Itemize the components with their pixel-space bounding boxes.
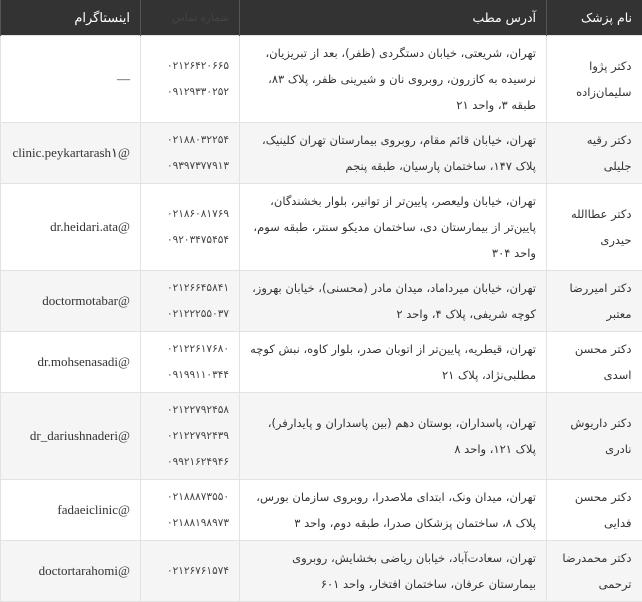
phone-numbers: [141, 332, 240, 393]
instagram-handle[interactable]: @clinic.peykartarash۱: [1, 123, 141, 184]
phone-number[interactable]: ۰۲۱۲۲۷۹۲۴۳۹: [151, 423, 229, 449]
clinic-address: تهران، خیابان قائم مقام، روبروی بیمارستان تهران کلینیک، پلاک ۱۴۷، ساختمان پارسیان، طبقه پنجم: [240, 123, 547, 184]
header-name: نام پزشک: [547, 0, 642, 36]
instagram-handle[interactable]: @dr.heidari.ata: [1, 184, 141, 271]
table-header: [1, 0, 642, 36]
clinic-address: تهران، شریعتی، خیابان دستگردی (ظفر)، بعد از تبریزیان، نرسیده به کازرون، روبروی نان و شیرینی ظفر، پلاک ۸۳، طبقه ۳، واحد ۲۱: [240, 36, 547, 123]
doctor-name: دکتر محسن اسدی: [547, 332, 642, 393]
phone-numbers: [141, 36, 240, 123]
phone-numbers: [141, 271, 240, 332]
phone-number[interactable]: ۰۲۱۲۲۷۹۲۴۵۸: [151, 397, 229, 423]
table-row: [1, 184, 642, 271]
phone-number[interactable]: ۰۲۱۲۶۷۶۱۵۷۴: [151, 558, 229, 584]
phone-number[interactable]: ۰۲۱۲۲۶۱۷۶۸۰: [151, 336, 229, 362]
header-instagram: اینستاگرام: [1, 0, 141, 36]
phone-number[interactable]: ۰۹۲۰۳۴۷۵۴۵۴: [151, 227, 229, 253]
doctor-name: دکتر امیررضا معتبر: [547, 271, 642, 332]
phone-numbers: [141, 123, 240, 184]
phone-number[interactable]: ۰۹۹۲۱۶۲۴۹۴۶: [151, 449, 229, 475]
phone-number[interactable]: ۰۲۱۲۶۶۴۵۸۴۱: [151, 275, 229, 301]
instagram-handle: —: [1, 36, 141, 123]
instagram-handle[interactable]: @dr_dariushnaderi: [1, 393, 141, 480]
phone-number[interactable]: ۰۲۱۸۶۰۸۱۷۶۹: [151, 201, 229, 227]
phone-number[interactable]: ۰۲۱۸۸۸۷۳۵۵۰: [151, 484, 229, 510]
clinic-address: تهران، پاسداران، بوستان دهم (بین پاسداران و پایدارفر)، پلاک ۱۲۱، واحد ۸: [240, 393, 547, 480]
doctor-name: دکتر داریوش نادری: [547, 393, 642, 480]
table-row: [1, 123, 642, 184]
doctor-name: دکتر محمدرضا ترحمی: [547, 541, 642, 602]
phone-number[interactable]: ۰۹۱۲۹۳۳۰۲۵۲: [151, 79, 229, 105]
instagram-handle[interactable]: @doctormotabar: [1, 271, 141, 332]
doctor-name: دکتر محسن فدایی: [547, 480, 642, 541]
clinic-address: تهران، قیطریه، پایین‌تر از اتوبان صدر، بلوار کاوه، نبش کوچه مطلبی‌نژاد، پلاک ۲۱: [240, 332, 547, 393]
instagram-handle[interactable]: @doctortarahomi: [1, 541, 141, 602]
instagram-handle[interactable]: @fadaeiclinic: [1, 480, 141, 541]
phone-number[interactable]: ۰۲۱۲۶۴۲۰۶۶۵: [151, 53, 229, 79]
doctor-name: دکتر رقیه جلیلی: [547, 123, 642, 184]
phone-number[interactable]: ۰۹۳۹۷۳۷۷۹۱۳: [151, 153, 229, 179]
phone-numbers: [141, 480, 240, 541]
instagram-handle[interactable]: @dr.mohsenasadi: [1, 332, 141, 393]
table-row: [1, 480, 642, 541]
table-row: [1, 541, 642, 602]
header-phone: شماره تماس: [141, 0, 240, 36]
phone-number[interactable]: ۰۹۱۹۹۱۱۰۳۴۴: [151, 362, 229, 388]
phone-number[interactable]: ۰۲۱۸۸۱۹۸۹۷۳: [151, 510, 229, 536]
phone-numbers: [141, 184, 240, 271]
table-row: [1, 36, 642, 123]
clinic-address: تهران، خیابان میرداماد، میدان مادر (محسنی)، خیابان بهروز، کوچه شریفی، پلاک ۴، واحد ۲: [240, 271, 547, 332]
phone-number[interactable]: ۰۲۱۲۲۲۵۵۰۳۷: [151, 301, 229, 327]
clinic-address: تهران، خیابان ولیعصر، پایین‌تر از توانیر، بلوار بخشندگان، پایین‌تر از بیمارستان دی، ساختمان مدیکو سنتر، طبقه سوم، واحد ۳۰۴: [240, 184, 547, 271]
table-row: [1, 271, 642, 332]
clinic-address: تهران، سعادت‌آباد، خیابان ریاضی بخشایش، روبروی بیمارستان عرفان، ساختمان افتخار، واحد ۶۰۱: [240, 541, 547, 602]
table-row: [1, 393, 642, 480]
phone-numbers: [141, 541, 240, 602]
header-address: آدرس مطب: [240, 0, 547, 36]
phone-number[interactable]: ۰۲۱۸۸۰۳۲۲۵۴: [151, 127, 229, 153]
doctor-name: دکتر عطاالله حیدری: [547, 184, 642, 271]
table-row: [1, 332, 642, 393]
phone-numbers: [141, 393, 240, 480]
doctor-name: دکتر پژوا سلیمان‌زاده: [547, 36, 642, 123]
clinic-address: تهران، میدان ونک، ابتدای ملاصدرا، روبروی سازمان بورس، پلاک ۸، ساختمان پزشکان صدرا، طبقه دوم، واحد ۳: [240, 480, 547, 541]
